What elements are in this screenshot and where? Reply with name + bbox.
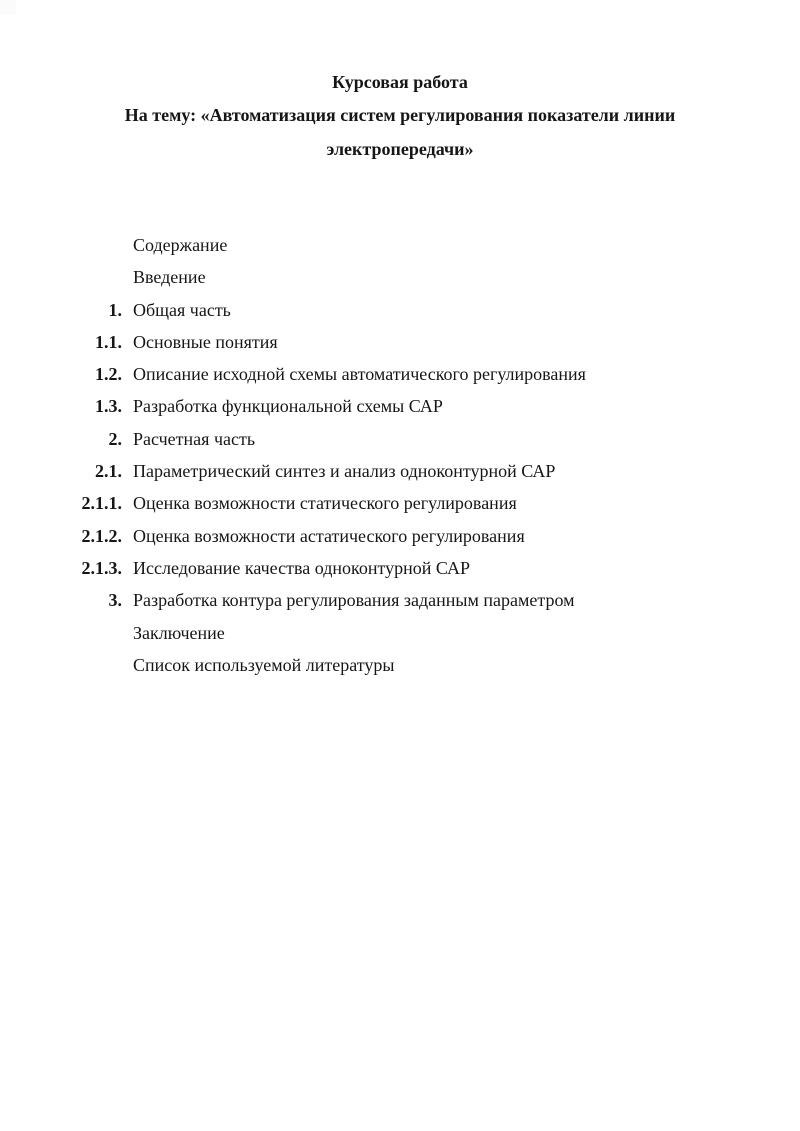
toc-item-label: Список используемой литературы <box>133 654 395 675</box>
toc-row <box>0 649 800 681</box>
scan-corner-artifact <box>0 0 16 15</box>
toc-row <box>0 584 800 616</box>
table-of-contents <box>0 229 800 681</box>
toc-item-label: Описание исходной схемы автоматического регулирования <box>133 364 586 385</box>
toc-item-number: 2.1.1. <box>81 493 122 514</box>
toc-item-label: Исследование качества одноконтурной САР <box>133 557 470 578</box>
toc-item-label: Расчетная часть <box>133 428 256 449</box>
toc-item-label: Основные понятия <box>133 331 278 352</box>
toc-row <box>0 617 800 649</box>
toc-item-number: 2.1. <box>95 461 122 482</box>
toc-item-label: Оценка возможности астатического регулирования <box>133 525 525 546</box>
toc-row <box>0 294 800 326</box>
toc-row <box>0 326 800 358</box>
toc-item-number: 3. <box>108 590 122 611</box>
toc-row <box>0 358 800 390</box>
document-title: Курсовая работа <box>332 72 468 92</box>
toc-item-label: Разработка функциональной схемы САР <box>133 396 443 417</box>
toc-item-label: Общая часть <box>133 299 231 320</box>
toc-item-label: Параметрический синтез и анализ одноконтурной САР <box>133 461 556 482</box>
toc-item-number: 1.1. <box>95 331 122 352</box>
document-title-block <box>0 66 800 166</box>
toc-row <box>0 261 800 293</box>
toc-row <box>0 520 800 552</box>
toc-item-label: Разработка контура регулирования заданным параметром <box>133 590 575 611</box>
toc-item-number: 2.1.3. <box>81 557 122 578</box>
toc-row <box>0 455 800 487</box>
toc-row <box>0 552 800 584</box>
toc-item-number: 1.2. <box>95 364 122 385</box>
toc-item-number: 2.1.2. <box>81 525 122 546</box>
toc-item-label: Оценка возможности статического регулирования <box>133 493 517 514</box>
toc-item-label: Введение <box>133 267 206 288</box>
toc-item-number: 1. <box>108 299 122 320</box>
toc-item-label: Заключение <box>133 622 225 643</box>
toc-item-label: Содержание <box>133 235 228 255</box>
toc-row <box>0 229 800 261</box>
toc-item-number: 1.3. <box>95 396 122 417</box>
toc-item-number: 2. <box>108 428 122 449</box>
toc-row <box>0 423 800 455</box>
toc-row <box>0 390 800 422</box>
toc-row <box>0 487 800 519</box>
document-subtitle-line-1: На тему: «Автоматизация систем регулирования показатели линии <box>124 105 676 126</box>
document-subtitle-line-2: электропередачи» <box>326 138 474 159</box>
